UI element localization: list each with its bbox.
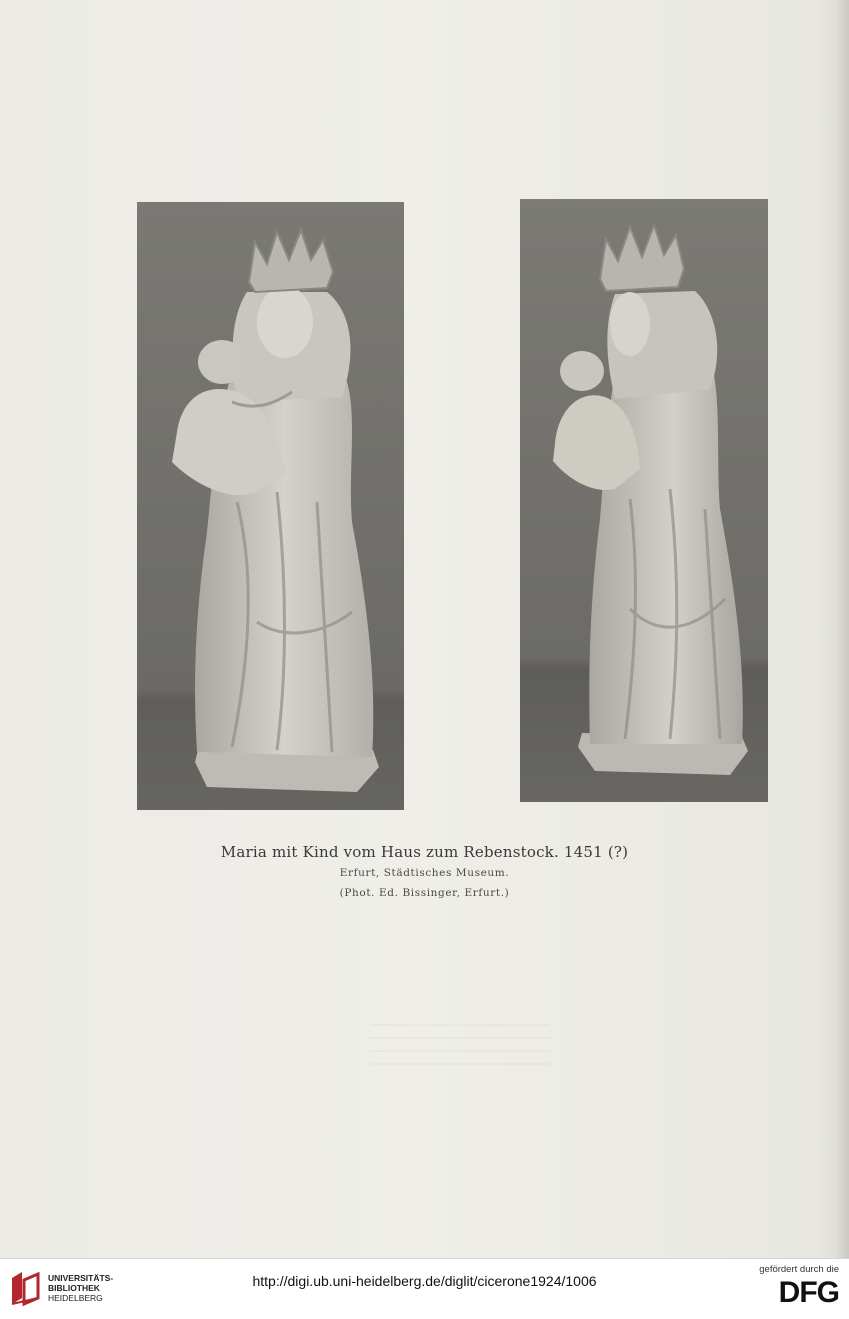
sponsor-label: gefördert durch die	[759, 1264, 839, 1275]
permalink-url[interactable]: http://digi.ub.uni-heidelberg.de/diglit/cicerone1924/1006	[252, 1273, 597, 1289]
show-through-text	[370, 1015, 550, 1065]
library-line-3: HEIDELBERG	[48, 1293, 103, 1303]
plate-caption-credit: (Phot. Ed. Bissinger, Erfurt.)	[339, 887, 510, 899]
digitization-footer	[0, 1258, 849, 1319]
dfg-logo: DFG	[778, 1276, 839, 1309]
plate-caption-title: Maria mit Kind vom Haus zum Rebenstock. 1451 (?)	[220, 843, 629, 861]
sponsor-block	[747, 1264, 839, 1316]
page-edge-shadow	[835, 0, 849, 1258]
plate-caption-location: Erfurt, Städtisches Museum.	[339, 867, 510, 879]
photo-statue-side	[520, 199, 768, 802]
library-line-1: UNIVERSITÄTS-	[48, 1273, 114, 1283]
library-line-2: BIBLIOTHEK	[48, 1283, 100, 1293]
photo-statue-front	[137, 202, 404, 810]
